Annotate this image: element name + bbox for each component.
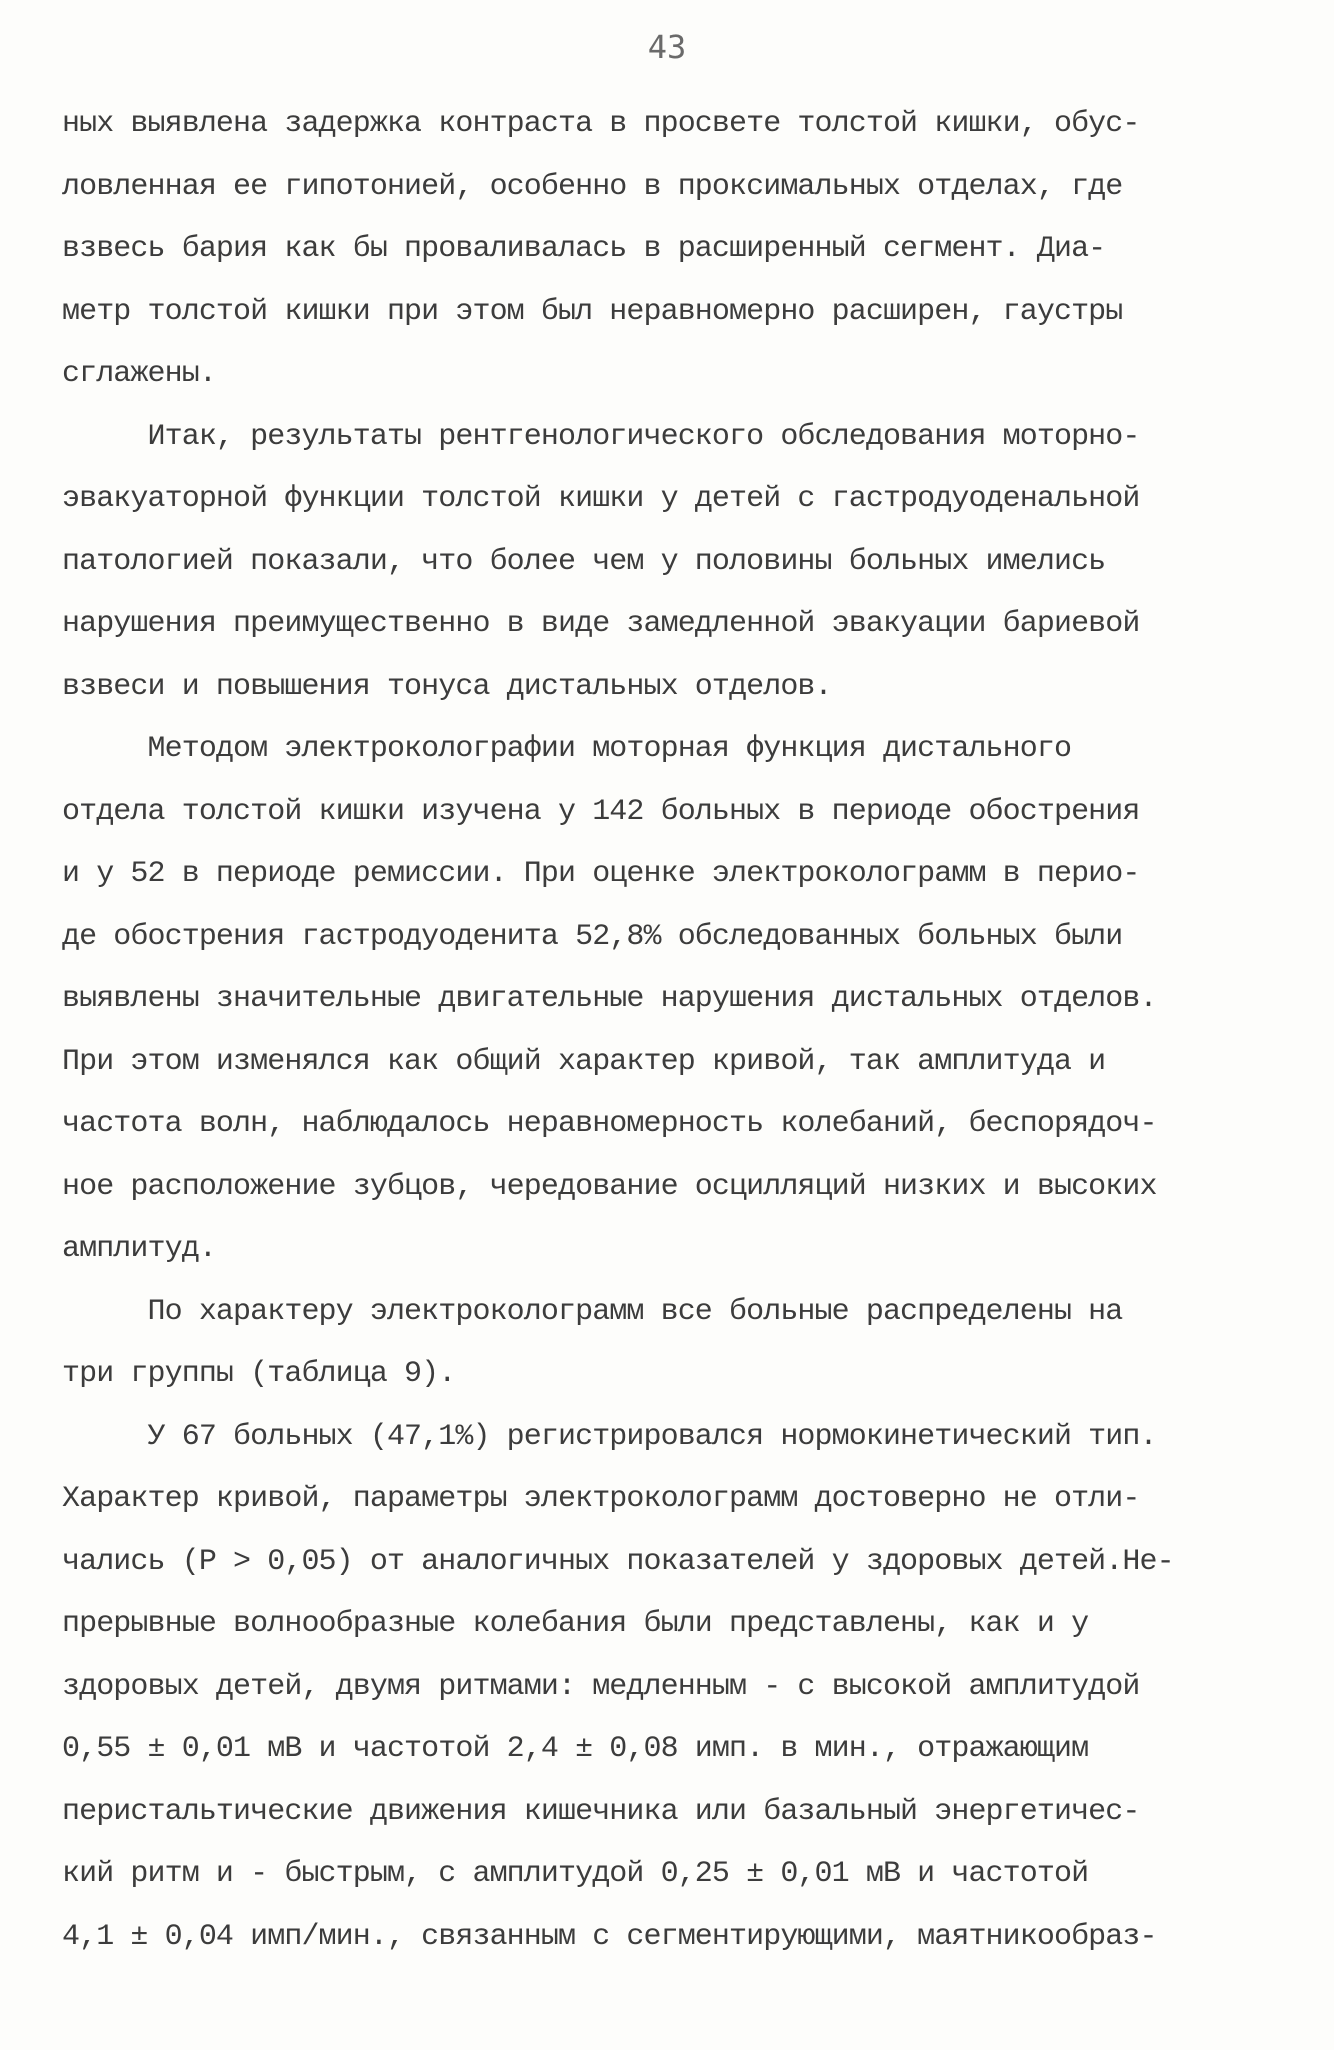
text-line: отдела толстой кишки изучена у 142 больных в периоде обострения bbox=[62, 794, 1140, 829]
text-line: патологией показали, что более чем у половины больных имелись bbox=[62, 544, 1106, 579]
paragraph-4 bbox=[62, 1281, 1282, 1406]
text-line: метр толстой кишки при этом был неравномерно расширен, гаустры bbox=[62, 294, 1123, 329]
text-line: ловленная ее гипотонией, особенно в проксимальных отделах, где bbox=[62, 169, 1123, 204]
text-line: У 67 больных (47,1%) регистрировался нормокинетический тип. bbox=[62, 1419, 1157, 1454]
text-line: сглажены. bbox=[62, 357, 216, 391]
text-line: Методом электроколографии моторная функция дистального bbox=[62, 732, 1072, 766]
text-line: частота волн, наблюдалось неравномерность колебаний, беспорядоч- bbox=[62, 1107, 1157, 1141]
text-line: При этом изменялся как общий характер кривой, так амплитуда и bbox=[62, 1044, 1106, 1079]
text-line: 4,1 ± 0,04 имп/мин., связанным с сегментирующими, маятникообраз- bbox=[62, 1919, 1157, 1954]
text-line: взвесь бария как бы проваливалась в расширенный сегмент. Диа- bbox=[62, 232, 1106, 266]
text-line: три группы (таблица 9). bbox=[62, 1357, 456, 1391]
page-number: 43 bbox=[647, 28, 687, 66]
paragraph-5 bbox=[62, 1406, 1282, 1969]
text-line: ных выявлена задержка контраста в просвете толстой кишки, обус- bbox=[62, 107, 1140, 141]
text-line: чались (P > 0,05) от аналогичных показателей у здоровых детей.Не- bbox=[62, 1544, 1174, 1579]
text-line: амплитуд. bbox=[62, 1232, 216, 1266]
text-line: кий ритм и - быстрым, с амплитудой 0,25 ± 0,01 мВ и частотой bbox=[62, 1857, 1089, 1891]
text-line: Характер кривой, параметры электроколограмм достоверно не отли- bbox=[62, 1482, 1140, 1516]
text-line: ное расположение зубцов, чередование осцилляций низких и высоких bbox=[62, 1169, 1157, 1204]
text-line: 0,55 ± 0,01 мВ и частотой 2,4 ± 0,08 имп. в мин., отражающим bbox=[62, 1732, 1089, 1766]
text-line: нарушения преимущественно в виде замедленной эвакуации бариевой bbox=[62, 607, 1140, 641]
text-line: здоровых детей, двумя ритмами: медленным - с высокой амплитудой bbox=[62, 1669, 1140, 1704]
paragraph-2 bbox=[62, 406, 1282, 719]
text-line: взвеси и повышения тонуса дистальных отделов. bbox=[62, 669, 832, 704]
text-line: Итак, результаты рентгенологического обследования моторно- bbox=[62, 419, 1140, 454]
text-line: прерывные волнообразные колебания были представлены, как и у bbox=[62, 1607, 1089, 1641]
text-line: эвакуаторной функции толстой кишки у детей с гастродуоденальной bbox=[62, 482, 1140, 516]
text-line: По характеру электроколограмм все больные распределены на bbox=[62, 1294, 1123, 1329]
text-line: де обострения гастродуоденита 52,8% обследованных больных были bbox=[62, 919, 1123, 954]
paragraph-3 bbox=[62, 718, 1282, 1281]
body-text bbox=[62, 93, 1282, 1968]
text-line: выявлены значительные двигательные нарушения дистальных отделов. bbox=[62, 982, 1157, 1016]
text-line: и у 52 в периоде ремиссии. При оценке электроколограмм в перио- bbox=[62, 857, 1140, 891]
paragraph-1 bbox=[62, 93, 1282, 406]
text-line: перистальтические движения кишечника или базальный энергетичес- bbox=[62, 1794, 1140, 1829]
